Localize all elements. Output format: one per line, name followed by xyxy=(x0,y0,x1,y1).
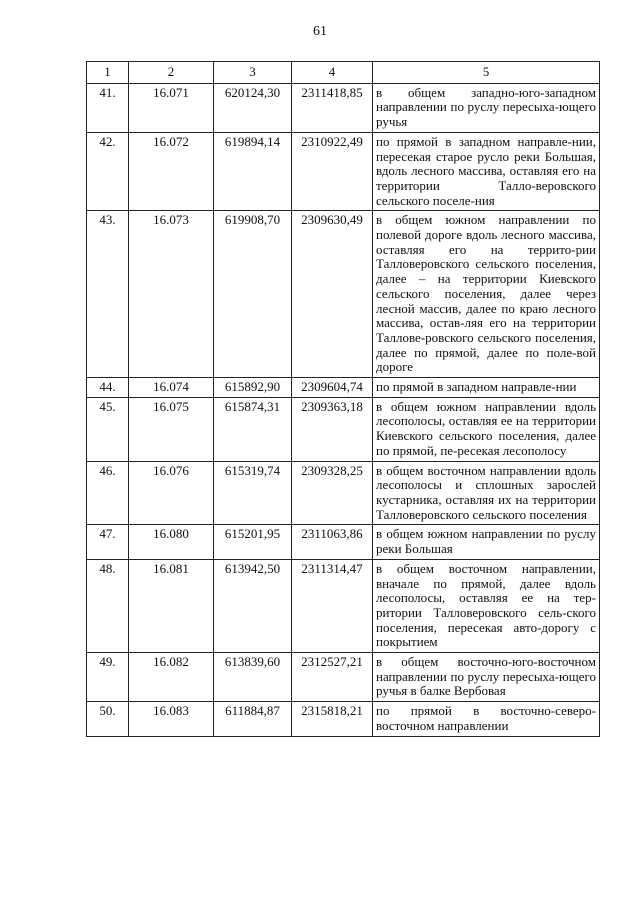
point-id: 16.074 xyxy=(129,378,214,398)
boundary-description: по прямой в западном направле-нии xyxy=(373,378,600,398)
row-number: 43. xyxy=(87,211,129,378)
coordinate-x: 615319,74 xyxy=(214,461,292,525)
table-row xyxy=(87,559,600,652)
coordinate-y: 2311418,85 xyxy=(292,83,373,132)
row-number: 44. xyxy=(87,378,129,398)
coordinate-y: 2309604,74 xyxy=(292,378,373,398)
column-header-1: 1 xyxy=(87,62,129,84)
coordinate-y: 2309363,18 xyxy=(292,397,373,461)
row-number: 41. xyxy=(87,83,129,132)
coordinate-x: 613942,50 xyxy=(214,559,292,652)
point-id: 16.080 xyxy=(129,525,214,559)
row-number: 50. xyxy=(87,702,129,736)
boundary-description: по прямой в западном направле-нии, пересекая старое русло реки Большая, вдоль лесного массива, оставляя его на территории Талло-веровского сельского поселе-ния xyxy=(373,132,600,211)
point-id: 16.081 xyxy=(129,559,214,652)
coordinate-x: 620124,30 xyxy=(214,83,292,132)
coordinate-y: 2311063,86 xyxy=(292,525,373,559)
header-row xyxy=(87,62,600,84)
row-number: 48. xyxy=(87,559,129,652)
point-id: 16.076 xyxy=(129,461,214,525)
table-row xyxy=(87,83,600,132)
boundary-description: в общем южном направлении вдоль лесополосы, оставляя ее на территории Киевского сельского поселения, далее по прямой, пе-ресекая лесополосу xyxy=(373,397,600,461)
column-header-3: 3 xyxy=(214,62,292,84)
coordinate-y: 2309630,49 xyxy=(292,211,373,378)
table-row xyxy=(87,132,600,211)
table-row xyxy=(87,378,600,398)
table-row xyxy=(87,525,600,559)
point-id: 16.071 xyxy=(129,83,214,132)
coordinate-y: 2312527,21 xyxy=(292,653,373,702)
boundary-description: в общем южном направлении по полевой дороге вдоль лесного массива, оставляя его на террито-рии Талловеровского сельского поселения, далее – на территории Киевского сельского поселения, далее через лесной массив, далее по краю лесного массива, остав-ляя его на территории Таллове-ровского сельского поселения, далее по прямой, далее по поле-вой дороге xyxy=(373,211,600,378)
table-row xyxy=(87,397,600,461)
boundary-description: по прямой в восточно-северо-восточном направлении xyxy=(373,702,600,736)
point-id: 16.073 xyxy=(129,211,214,378)
column-header-5: 5 xyxy=(373,62,600,84)
coordinate-y: 2311314,47 xyxy=(292,559,373,652)
boundary-description: в общем западно-юго-западном направлении по руслу пересыха-ющего ручья xyxy=(373,83,600,132)
row-number: 45. xyxy=(87,397,129,461)
column-header-2: 2 xyxy=(129,62,214,84)
row-number: 49. xyxy=(87,653,129,702)
page-number: 61 xyxy=(313,24,327,39)
coordinate-x: 611884,87 xyxy=(214,702,292,736)
table-row xyxy=(87,461,600,525)
coordinate-x: 615201,95 xyxy=(214,525,292,559)
point-id: 16.072 xyxy=(129,132,214,211)
point-id: 16.083 xyxy=(129,702,214,736)
boundary-description: в общем южном направлении по руслу реки Большая xyxy=(373,525,600,559)
coordinate-y: 2310922,49 xyxy=(292,132,373,211)
table-row xyxy=(87,211,600,378)
coordinate-x: 615892,90 xyxy=(214,378,292,398)
boundary-description: в общем восточно-юго-восточном направлении по руслу пересыха-ющего ручья в балке Вербовая xyxy=(373,653,600,702)
column-header-4: 4 xyxy=(292,62,373,84)
coordinate-x: 619908,70 xyxy=(214,211,292,378)
boundary-points-table xyxy=(86,61,600,737)
coordinate-x: 615874,31 xyxy=(214,397,292,461)
table-row xyxy=(87,702,600,736)
coordinate-y: 2309328,25 xyxy=(292,461,373,525)
boundary-description: в общем восточном направлении вдоль лесополосы и сплошных зарослей кустарника, оставляя их на территории Талловеровского сельского поселения xyxy=(373,461,600,525)
coordinate-y: 2315818,21 xyxy=(292,702,373,736)
coordinate-x: 613839,60 xyxy=(214,653,292,702)
table-body xyxy=(87,83,600,736)
boundary-description: в общем восточном направлении, вначале по прямой, далее вдоль лесополосы, оставляя ее на тер-ритории Талловеровского сель-ского поселения, пересекая авто-дорогу с покрытием xyxy=(373,559,600,652)
row-number: 46. xyxy=(87,461,129,525)
point-id: 16.075 xyxy=(129,397,214,461)
coordinate-x: 619894,14 xyxy=(214,132,292,211)
row-number: 42. xyxy=(87,132,129,211)
table-row xyxy=(87,653,600,702)
point-id: 16.082 xyxy=(129,653,214,702)
row-number: 47. xyxy=(87,525,129,559)
